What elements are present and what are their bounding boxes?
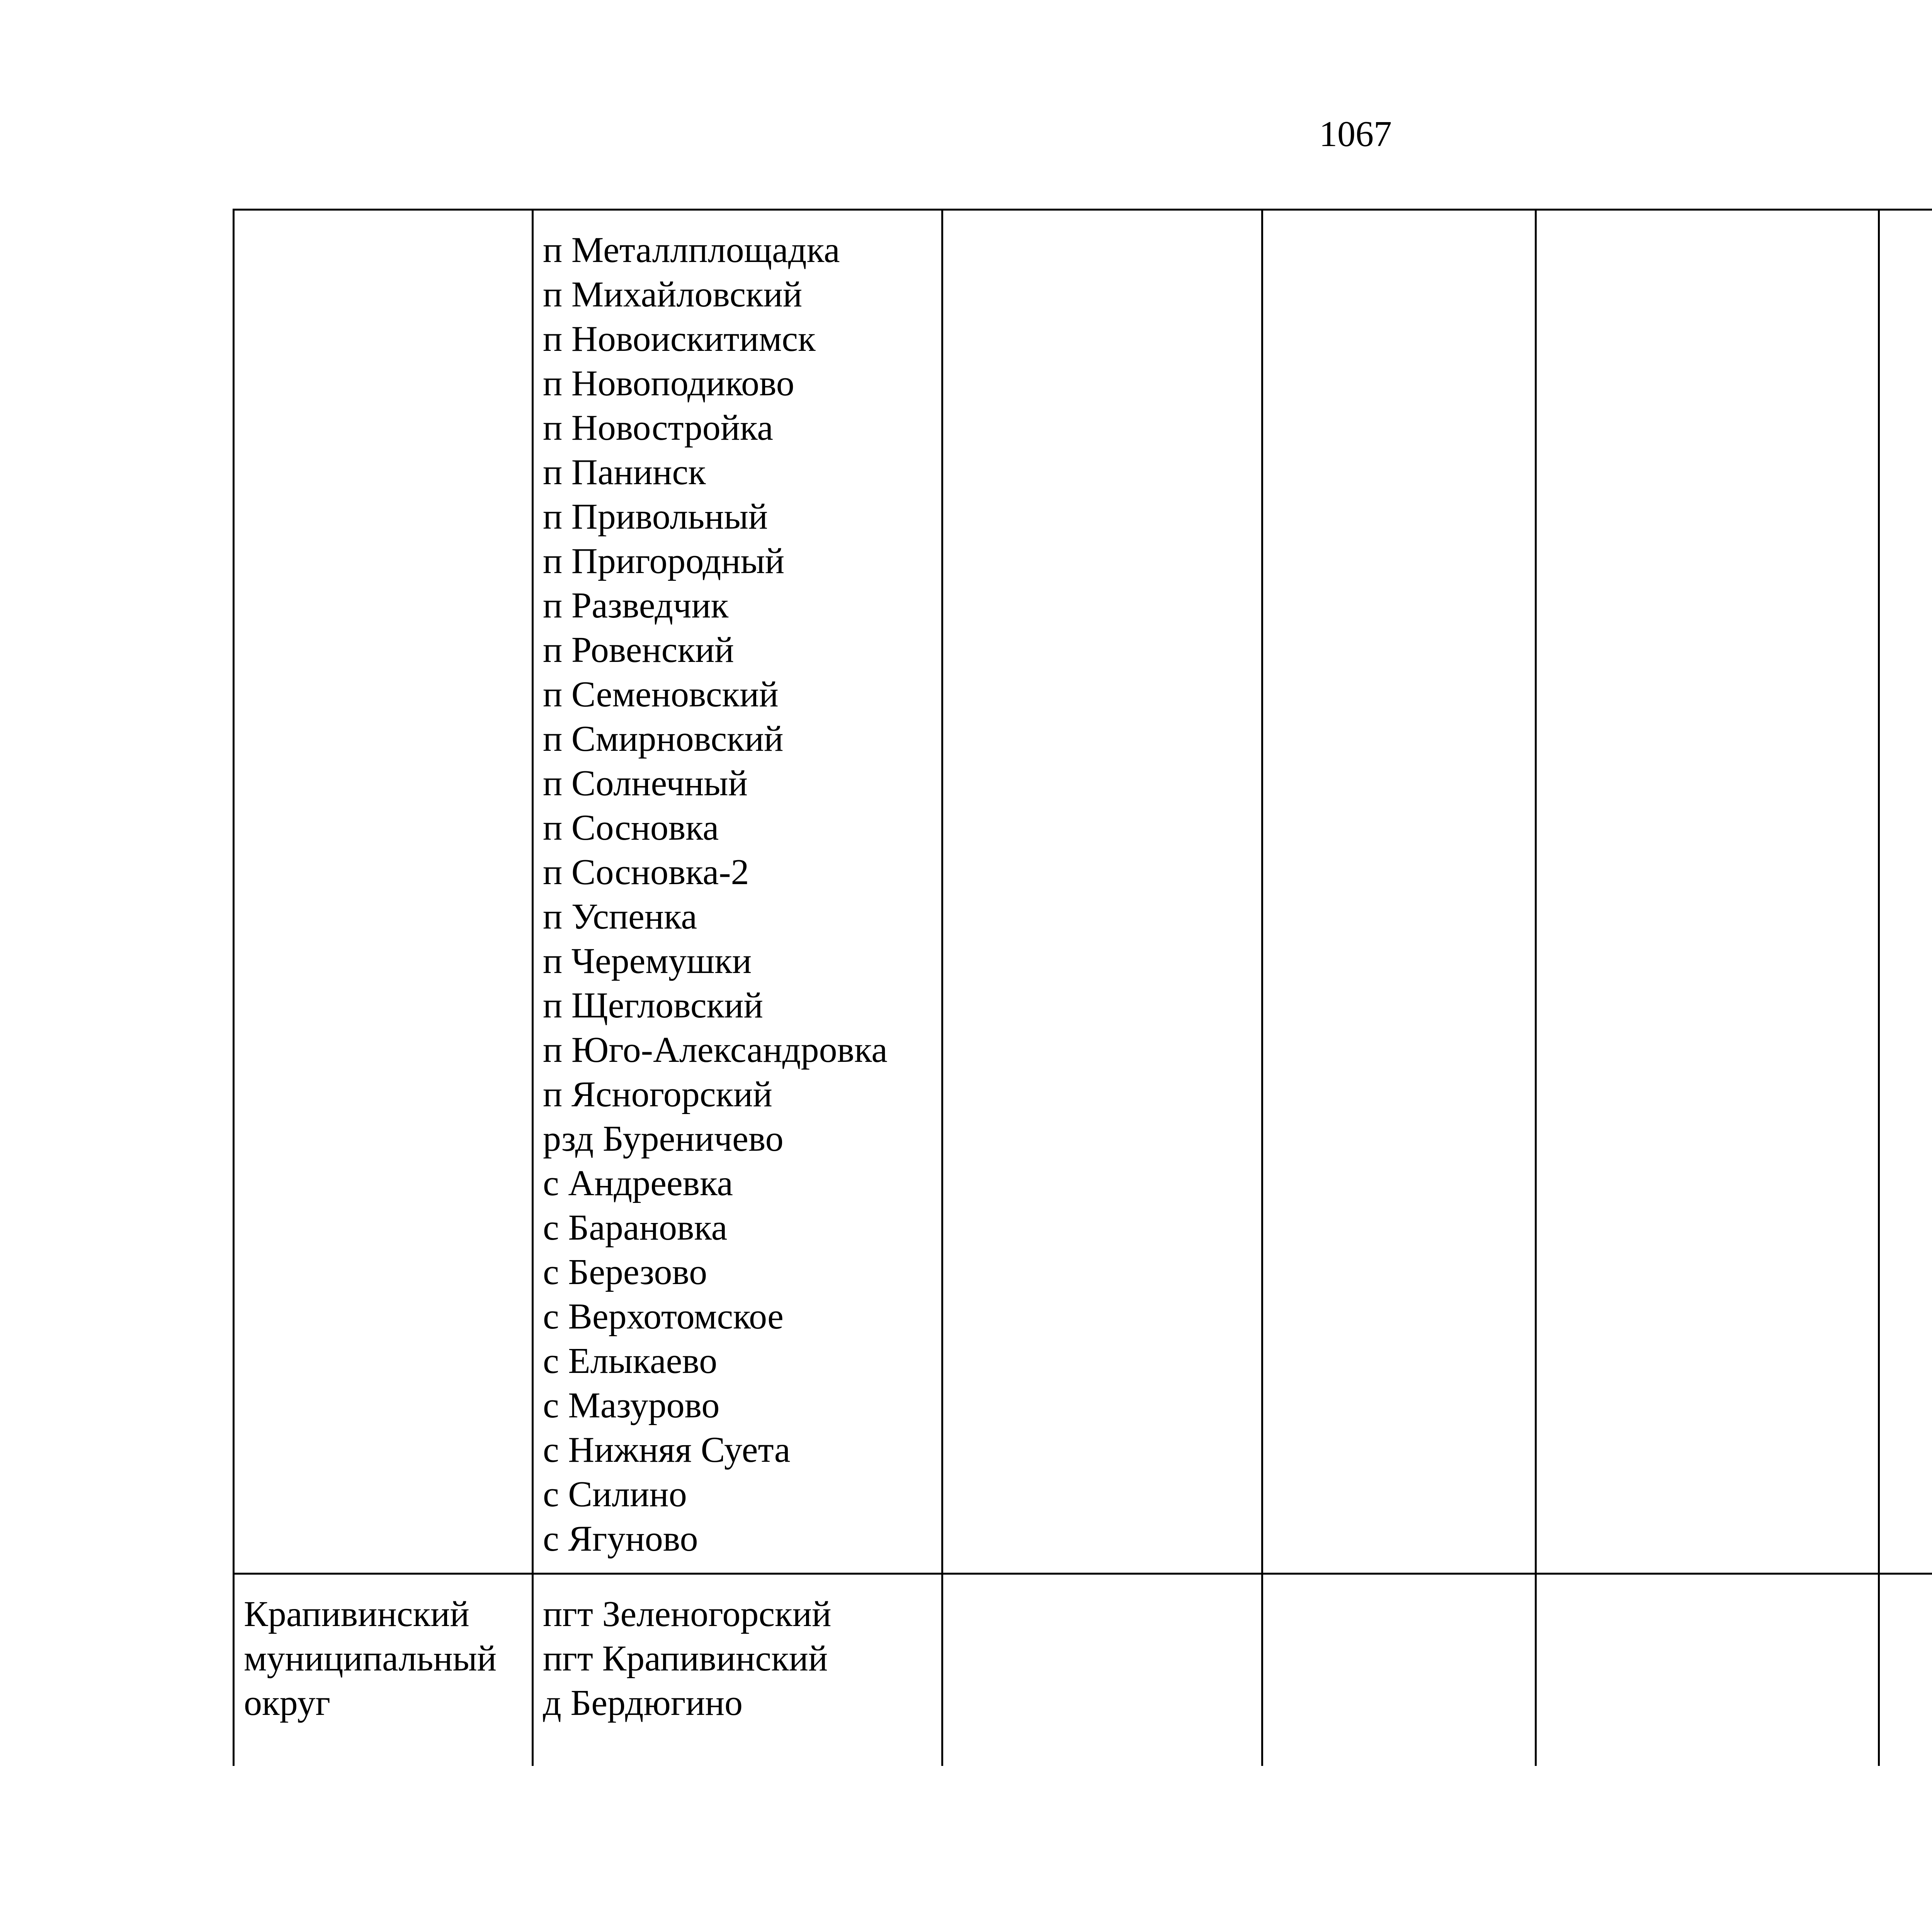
empty-cell	[1262, 210, 1536, 1574]
settlements-cell	[533, 210, 942, 1574]
settlement-item: с Мазурово	[543, 1385, 720, 1425]
settlement-item: п Черемушки	[543, 941, 752, 981]
settlement-item: п Смирновский	[543, 719, 784, 759]
settlement-item: с Березово	[543, 1252, 707, 1292]
settlement-item: пгт Зеленогорский	[543, 1594, 832, 1634]
district-cell	[234, 1574, 533, 1766]
district-name-line: Крапивинский	[244, 1594, 469, 1634]
table-row	[234, 210, 1932, 1574]
page-number: 1067	[1319, 114, 1392, 154]
settlement-item: п Михайловский	[543, 274, 803, 315]
settlement-item: п Юго-Александровка	[543, 1030, 888, 1070]
settlement-item: п Новоискитимск	[543, 319, 816, 359]
settlement-item: п Сосновка	[543, 808, 719, 848]
table-row	[234, 1574, 1932, 1766]
district-cell	[234, 210, 533, 1574]
settlements-table	[233, 209, 1932, 1766]
settlement-item: п Сосновка-2	[543, 852, 749, 892]
settlements-cell	[533, 1574, 942, 1766]
settlement-item: с Елыкаево	[543, 1341, 718, 1381]
settlement-item: п Новоподиково	[543, 363, 794, 403]
empty-cell	[1262, 1574, 1536, 1766]
empty-cell	[942, 1574, 1262, 1766]
district-name-line: муниципальный	[244, 1638, 497, 1679]
empty-cell	[1536, 210, 1879, 1574]
settlement-item: п Панинск	[543, 452, 706, 492]
settlement-item: п Ровенский	[543, 630, 734, 670]
settlement-item: пгт Крапивинский	[543, 1638, 828, 1679]
empty-cell	[1879, 1574, 1932, 1766]
empty-cell	[1879, 210, 1932, 1574]
empty-cell	[1536, 1574, 1879, 1766]
settlement-item: с Силино	[543, 1474, 687, 1514]
settlement-item: с Ягуново	[543, 1519, 698, 1559]
settlement-item: п Разведчик	[543, 585, 729, 626]
settlement-item: с Нижняя Суета	[543, 1430, 791, 1470]
settlement-item: с Андреевка	[543, 1163, 733, 1203]
settlement-item: п Металлплощадка	[543, 230, 840, 270]
settlement-item: п Солнечный	[543, 763, 748, 803]
settlement-item: п Пригородный	[543, 541, 785, 581]
district-name-line: округ	[244, 1683, 330, 1723]
settlement-item: д Бердюгино	[543, 1683, 743, 1723]
empty-cell	[942, 210, 1262, 1574]
settlement-item: п Привольный	[543, 497, 768, 537]
settlement-item: п Семеновский	[543, 674, 779, 714]
settlement-item: п Новостройка	[543, 408, 773, 448]
settlement-item: п Щегловский	[543, 985, 763, 1026]
settlement-item: рзд Бурeничево	[543, 1119, 784, 1159]
settlement-item: с Верхотомское	[543, 1296, 784, 1337]
settlement-item: п Успенка	[543, 896, 697, 937]
settlement-item: с Барановка	[543, 1208, 728, 1248]
settlement-item: п Ясногорский	[543, 1074, 772, 1114]
